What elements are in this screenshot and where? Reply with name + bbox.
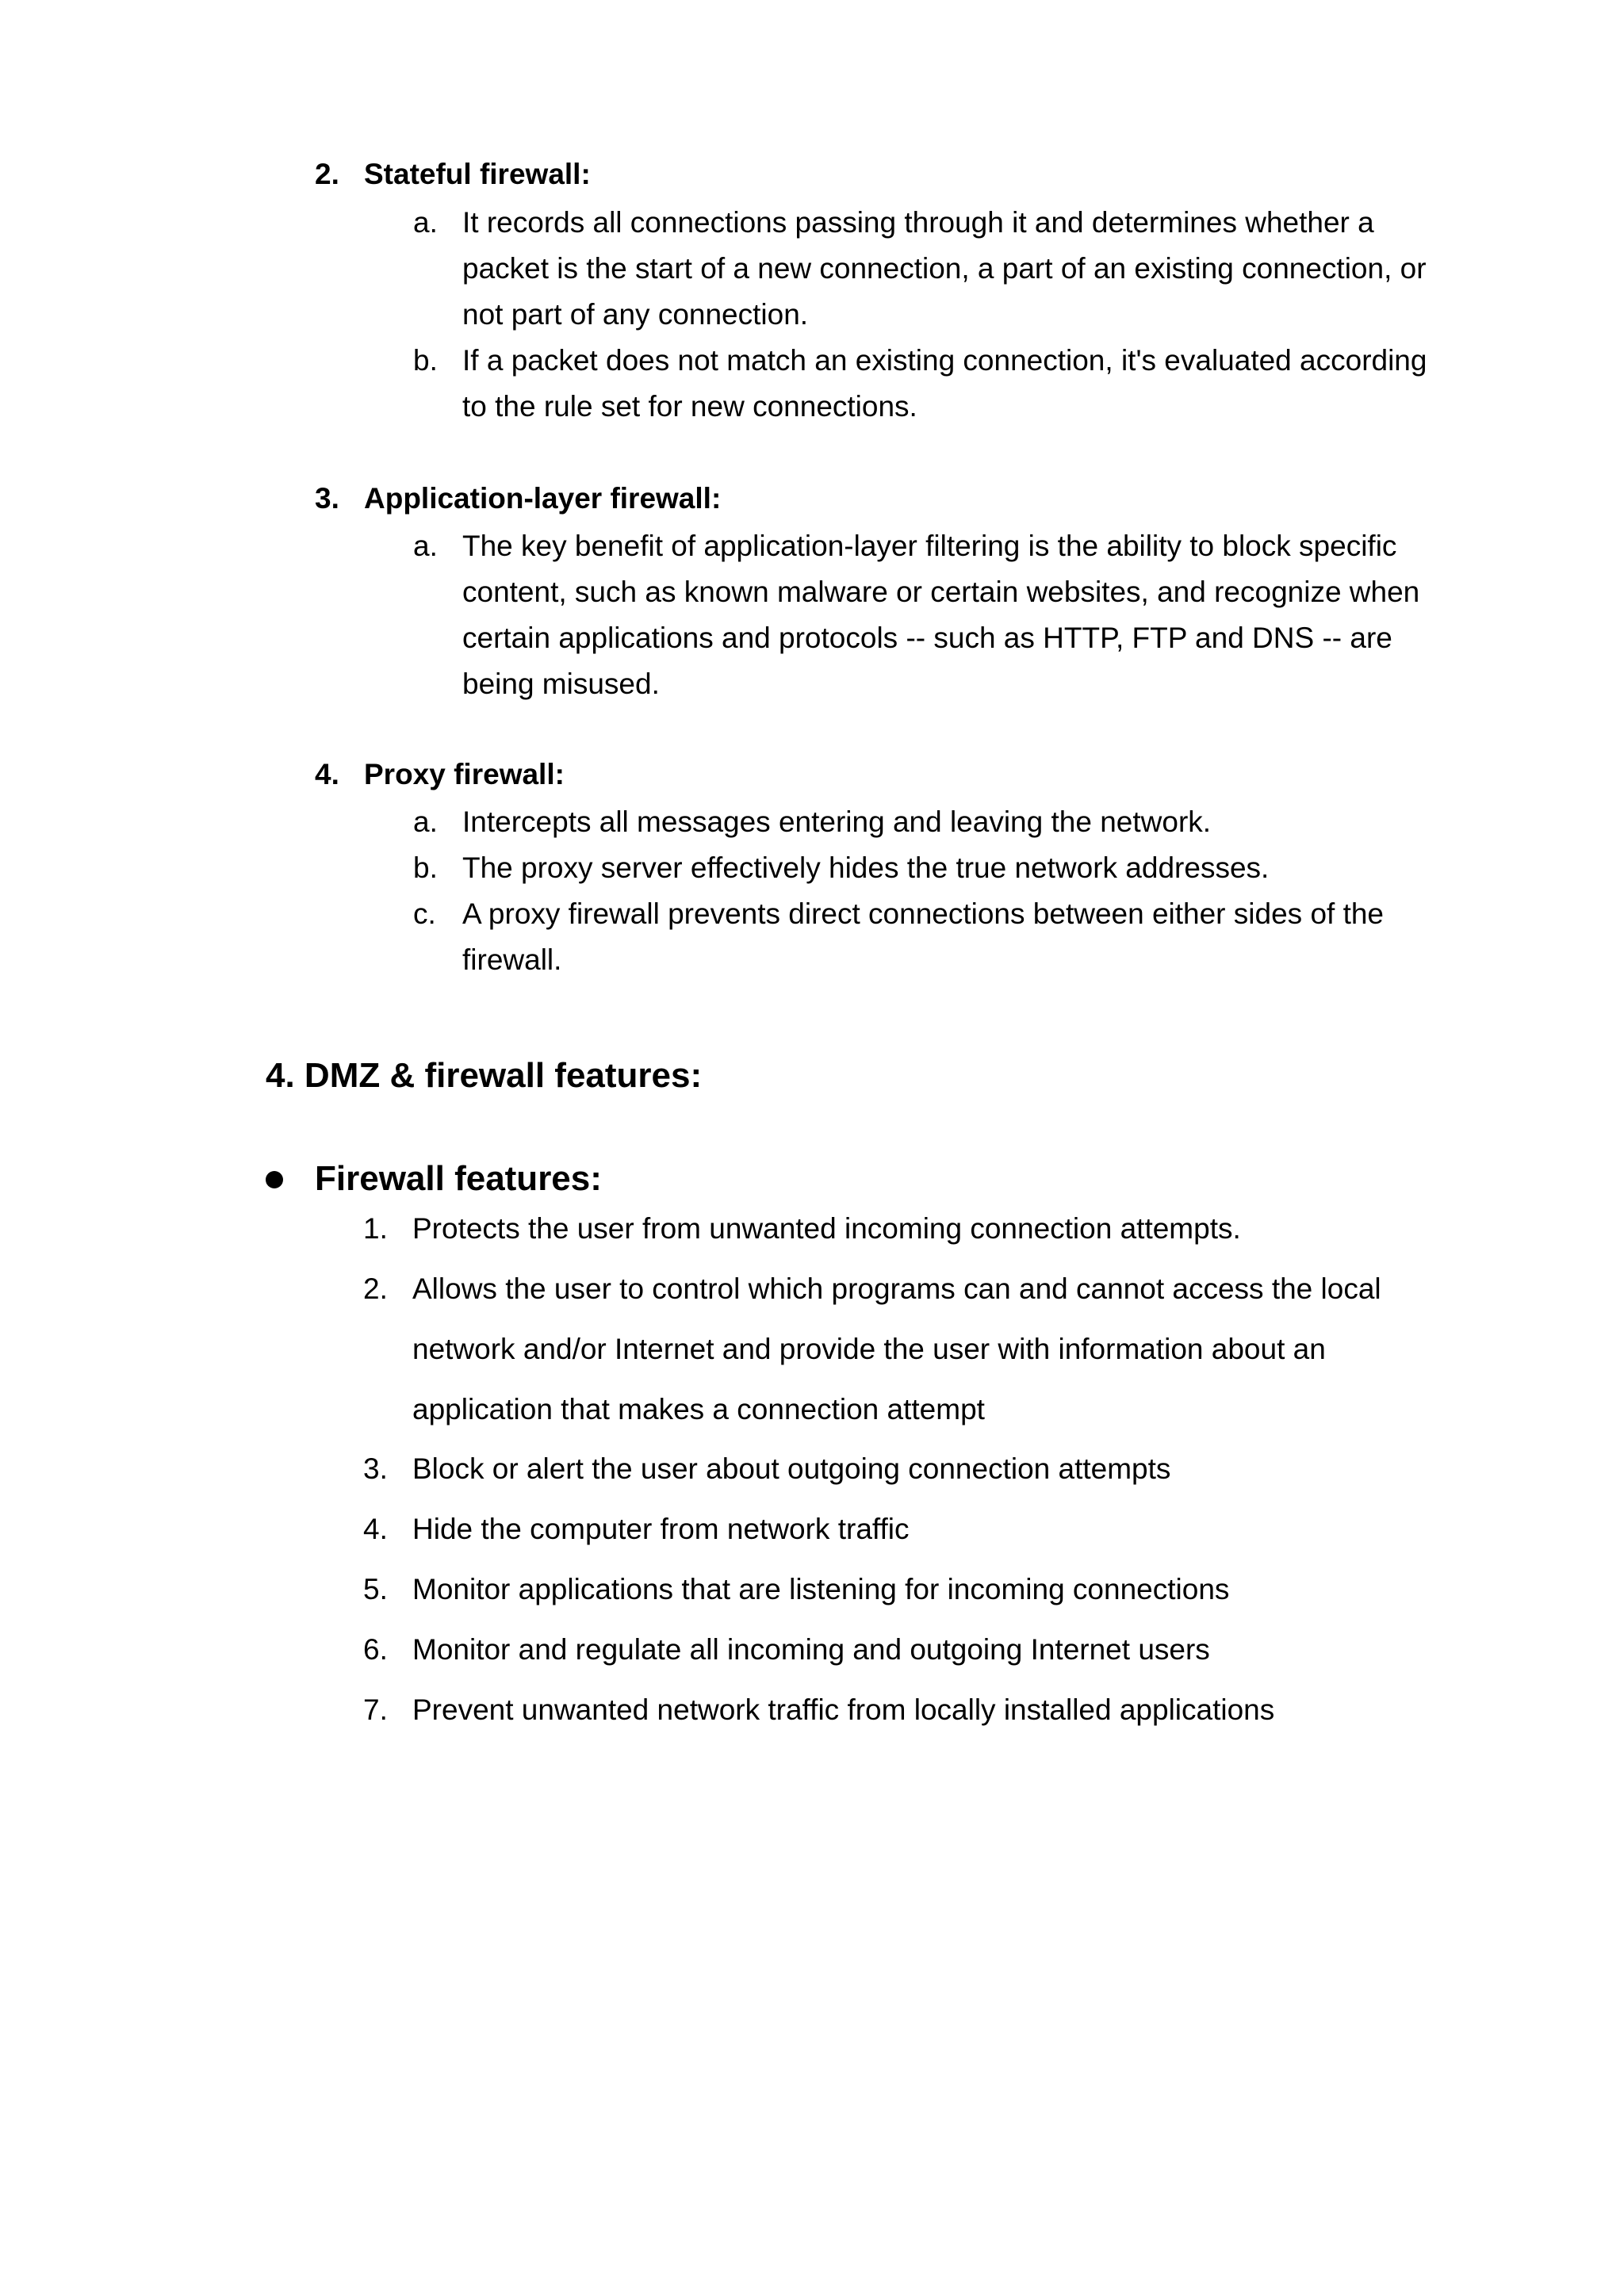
firewall-type-title: Proxy firewall: bbox=[364, 758, 565, 790]
point-text: If a packet does not match an existing connection, it's evaluated according to the rule set for new connections. bbox=[462, 344, 1427, 423]
feature-text: Hide the computer from network traffic bbox=[412, 1513, 910, 1545]
point-text: A proxy firewall prevents direct connections between either sides of the firewall. bbox=[462, 897, 1385, 976]
point-text: Intercepts all messages entering and leaving the network. bbox=[462, 806, 1212, 838]
point-text: It records all connections passing through it and determines whether a packet is the start of a new connection, a part of an existing connection, or not part of any connection. bbox=[462, 206, 1427, 331]
point-text: The key benefit of application-layer filtering is the ability to block specific content, such as known malware or certain websites, and recognize when certain applications and protocols -- such as HTTP, FTP and DNS -- are being misused. bbox=[462, 530, 1420, 700]
point-marker: b. bbox=[413, 851, 438, 884]
bullet-icon bbox=[266, 1171, 283, 1188]
feature-number: 3. bbox=[363, 1452, 388, 1485]
feature-text: Protects the user from unwanted incoming connection attempts. bbox=[412, 1212, 1241, 1245]
point-marker: a. bbox=[413, 530, 438, 562]
point-marker: a. bbox=[413, 206, 438, 239]
section-heading: 4. DMZ & firewall features: bbox=[266, 1056, 703, 1095]
point-marker: c. bbox=[413, 897, 436, 930]
firewall-type-title: Stateful firewall: bbox=[364, 158, 591, 190]
feature-text: Monitor applications that are listening for incoming connections bbox=[412, 1573, 1230, 1605]
feature-text: Prevent unwanted network traffic from locally installed applications bbox=[412, 1693, 1275, 1726]
feature-text: Monitor and regulate all incoming and outgoing Internet users bbox=[412, 1633, 1210, 1666]
point-text: The proxy server effectively hides the true network addresses. bbox=[462, 851, 1270, 884]
firewall-type-number: 2. bbox=[315, 158, 339, 190]
point-marker: b. bbox=[413, 344, 438, 377]
point-marker: a. bbox=[413, 806, 438, 838]
feature-number: 6. bbox=[363, 1633, 388, 1666]
feature-text: Block or alert the user about outgoing connection attempts bbox=[412, 1452, 1171, 1485]
firewall-type-number: 3. bbox=[315, 482, 339, 515]
feature-number: 7. bbox=[363, 1693, 388, 1726]
feature-text: Allows the user to control which programs can and cannot access the local network and/or Internet and provide the user with information about an application that makes a connection attempt bbox=[412, 1272, 1381, 1425]
feature-number: 4. bbox=[363, 1513, 388, 1545]
features-heading-label: Firewall features: bbox=[315, 1159, 602, 1198]
feature-number: 1. bbox=[363, 1212, 388, 1245]
feature-number: 2. bbox=[363, 1272, 388, 1305]
feature-number: 5. bbox=[363, 1573, 388, 1605]
firewall-type-number: 4. bbox=[315, 758, 339, 790]
firewall-type-title: Application-layer firewall: bbox=[364, 482, 722, 515]
